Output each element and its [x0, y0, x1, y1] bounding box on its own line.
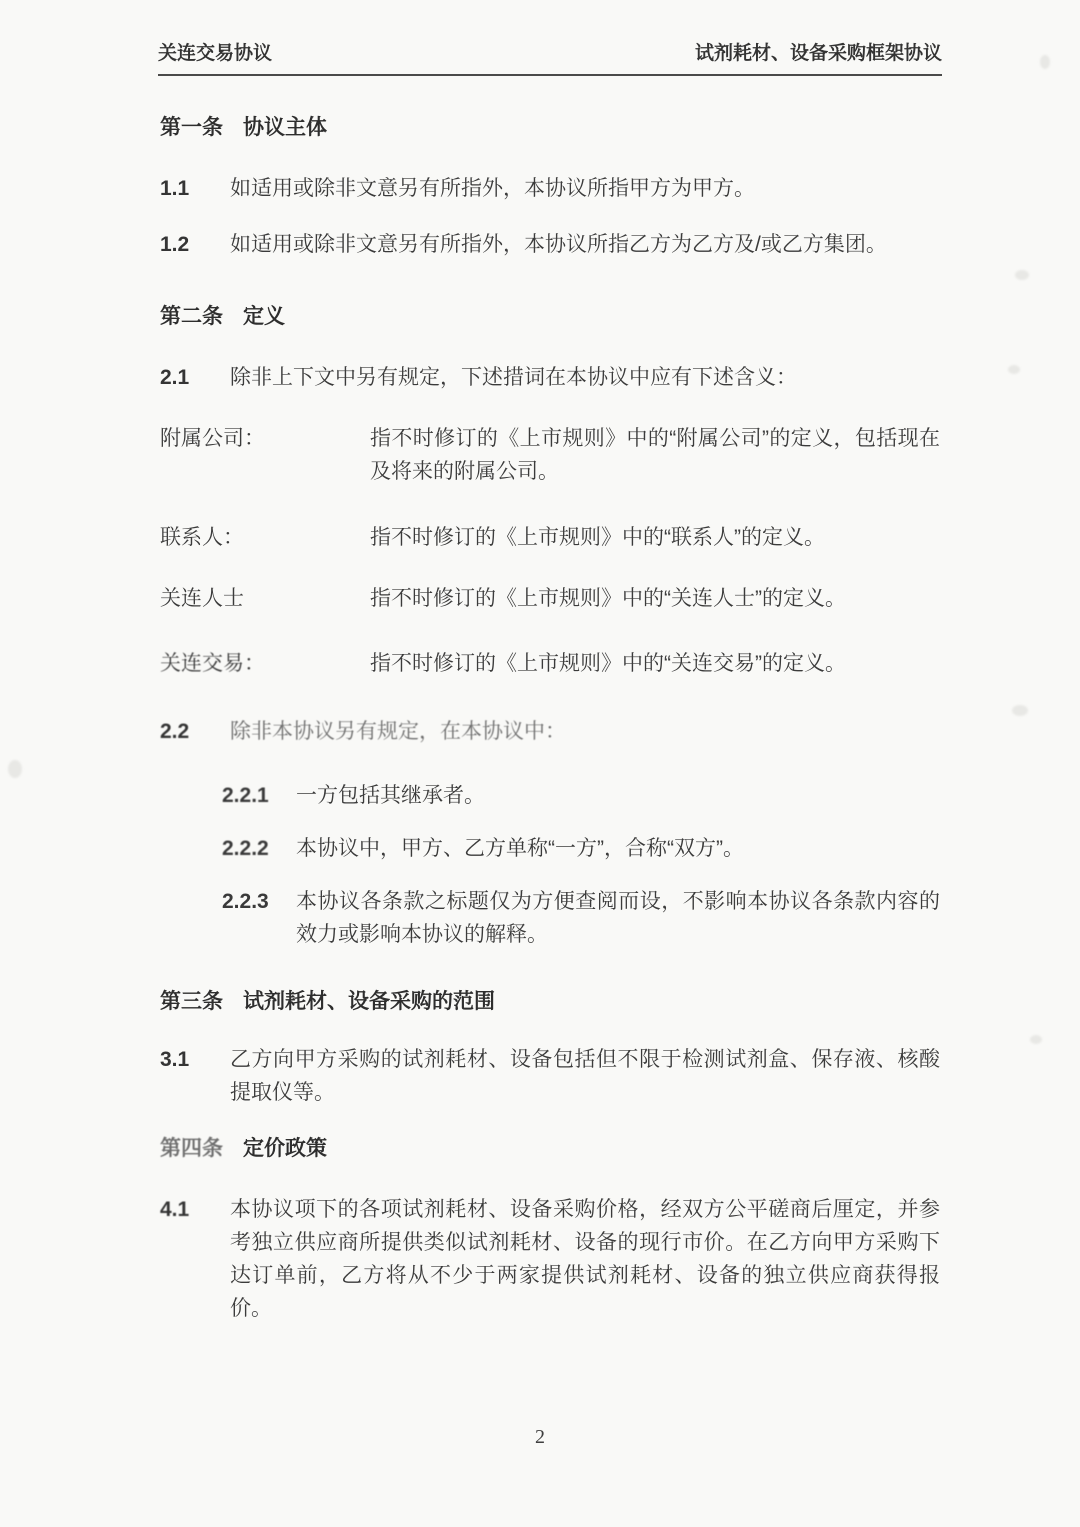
clause-text: 除非本协议另有规定，在本协议中： — [230, 720, 566, 743]
section-3-heading — [160, 988, 940, 1015]
scan-artifact — [1040, 55, 1050, 69]
clause-text: 乙方向甲方采购的试剂耗材、设备包括但不限于检测试剂盒、保存液、核酸提取仪等。 — [230, 1048, 940, 1104]
section-4-title: 定价政策 — [243, 1137, 327, 1160]
scan-artifact — [1030, 1035, 1042, 1044]
clause-number: 2.1 — [160, 366, 190, 389]
definition-text: 指不时修订的《上市规则》中的“联系人”的定义。 — [370, 526, 825, 549]
section-2-number: 第二条 — [160, 305, 223, 328]
clause-text: 如适用或除非文意另有所指外，本协议所指乙方为乙方及/或乙方集团。 — [230, 233, 887, 256]
definition-row — [160, 422, 940, 488]
section-4-number: 第四条 — [160, 1137, 223, 1160]
clause-text: 本协议项下的各项试剂耗材、设备采购价格，经双方公平磋商后厘定，并参考独立供应商所提供类似试剂耗材、设备的现行市价。在乙方向甲方采购下达订单前，乙方将从不少于两家提供试剂耗材、设备的独立供应商获得报价。 — [230, 1198, 940, 1320]
clause-number: 2.2.3 — [222, 890, 269, 913]
section-1-heading — [160, 114, 940, 141]
scan-artifact — [8, 760, 22, 778]
definition-text: 指不时修订的《上市规则》中的“关连交易”的定义。 — [370, 652, 846, 675]
section-2-title: 定义 — [243, 305, 285, 328]
clause-2-2-2 — [222, 832, 940, 865]
header-right-title: 试剂耗材、设备采购框架协议 — [694, 43, 942, 64]
document-body — [160, 96, 940, 1325]
definition-term: 关连人士 — [160, 587, 244, 610]
definition-row — [160, 521, 940, 554]
section-1-title: 协议主体 — [243, 116, 327, 139]
definition-term: 联系人： — [160, 526, 244, 549]
scan-artifact — [1008, 365, 1020, 374]
page-number: 2 — [535, 1426, 545, 1448]
scan-artifact — [1012, 705, 1028, 716]
clause-4-1 — [160, 1193, 940, 1325]
clause-2-2 — [160, 715, 940, 748]
section-4-heading — [160, 1135, 940, 1162]
clause-text: 除非上下文中另有规定，下述措词在本协议中应有下述含义： — [230, 366, 797, 389]
clause-1-1 — [160, 172, 940, 205]
definition-row — [160, 582, 940, 615]
section-3-number: 第三条 — [160, 990, 223, 1013]
clause-2-1 — [160, 361, 940, 394]
definition-term: 关连交易： — [160, 652, 265, 675]
header-left-title: 关连交易协议 — [158, 43, 273, 64]
clause-number: 2.2 — [160, 720, 190, 743]
clause-number: 1.2 — [160, 233, 190, 256]
scan-artifact — [1015, 270, 1029, 280]
clause-number: 2.2.1 — [222, 784, 269, 807]
section-1-number: 第一条 — [160, 116, 223, 139]
definition-term: 附属公司： — [160, 427, 265, 450]
page-footer — [0, 1426, 1080, 1449]
definition-text: 指不时修订的《上市规则》中的“关连人士”的定义。 — [370, 587, 846, 610]
page-header — [158, 38, 942, 76]
definition-row — [160, 647, 940, 680]
clause-1-2 — [160, 228, 940, 261]
clause-text: 如适用或除非文意另有所指外，本协议所指甲方为甲方。 — [230, 177, 755, 200]
section-2-heading — [160, 303, 940, 330]
clause-text: 本协议中，甲方、乙方单称“一方”，合称“双方”。 — [296, 837, 744, 860]
section-3-title: 试剂耗材、设备采购的范围 — [243, 990, 495, 1013]
clause-2-2-3 — [222, 885, 940, 951]
clause-text: 一方包括其继承者。 — [296, 784, 485, 807]
clause-text: 本协议各条款之标题仅为方便查阅而设，不影响本协议各条款内容的效力或影响本协议的解释。 — [296, 890, 940, 946]
clause-2-2-1 — [222, 779, 940, 812]
clause-number: 1.1 — [160, 177, 190, 200]
clause-number: 2.2.2 — [222, 837, 269, 860]
clause-number: 3.1 — [160, 1048, 190, 1071]
definition-text: 指不时修订的《上市规则》中的“附属公司”的定义，包括现在及将来的附属公司。 — [370, 427, 940, 483]
clause-3-1 — [160, 1043, 940, 1109]
clause-number: 4.1 — [160, 1198, 190, 1221]
